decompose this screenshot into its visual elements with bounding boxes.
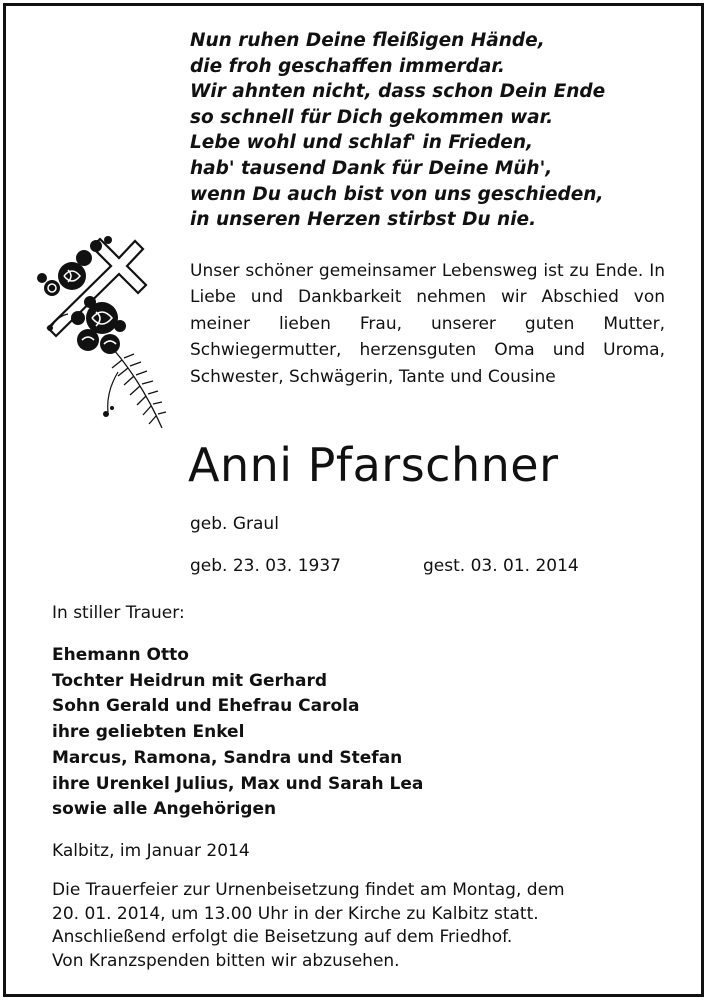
mourner-line: Marcus, Ramona, Sandra und Stefan (52, 747, 403, 768)
poem-line: so schnell für Dich gekommen war. (190, 106, 554, 128)
mourner-line: Sohn Gerald und Ehefrau Carola (52, 696, 360, 717)
death-date: gest. 03. 01. 2014 (423, 556, 579, 576)
mourner-line: ihre Urenkel Julius, Max und Sarah Lea (52, 773, 424, 794)
poem-line: hab' tausend Dank für Deine Müh', (190, 157, 553, 179)
funeral-line: 20. 01. 2014, um 13.00 Uhr in der Kirche zu Kalbitz statt. (52, 903, 539, 924)
mourner-line: ihre geliebten Enkel (52, 722, 245, 743)
maiden-name: geb. Graul (190, 514, 279, 534)
deceased-name: Anni Pfarschner (188, 438, 559, 492)
poem-line: Lebe wohl und schlaf' in Frieden, (190, 132, 534, 154)
mourners-list (52, 643, 423, 823)
poem-line: wenn Du auch bist von uns geschieden, (190, 183, 604, 205)
obituary-notice (3, 3, 704, 997)
poem-line: in unseren Herzen stirbst Du nie. (190, 209, 537, 231)
mourner-line: Ehemann Otto (52, 645, 189, 665)
mourner-line: Tochter Heidrun mit Gerhard (52, 670, 327, 691)
memorial-poem (190, 28, 605, 233)
poem-line: Wir ahnten nicht, dass schon Dein Ende (190, 81, 606, 103)
funeral-line: Von Kranzspenden bitten wir abzusehen. (52, 950, 400, 971)
place-date: Kalbitz, im Januar 2014 (52, 841, 250, 861)
funeral-info (52, 879, 664, 973)
funeral-line: Anschließend erfolgt die Beisetzung auf dem Friedhof. (52, 927, 513, 948)
mourner-line: sowie alle Angehörigen (52, 799, 277, 820)
cross-with-roses-icon (32, 218, 182, 432)
poem-line: die froh geschaffen immerdar. (190, 55, 505, 77)
funeral-line: Die Trauerfeier zur Urnenbeisetzung findet am Montag, dem (52, 880, 565, 900)
poem-line: Nun ruhen Deine fleißigen Hände, (190, 30, 545, 51)
intro-text: Unser schöner gemeinsamer Lebensweg ist zu Ende. In Liebe und Dankbarkeit nehmen wir Abschied von meiner lieben Frau, unserer guten Mutter, Schwiegermutter, herzensguten Oma und Uroma, Schwester, Schwägerin, Tante und Cousine (190, 261, 665, 387)
birth-date: geb. 23. 03. 1937 (190, 556, 341, 576)
mourning-label: In stiller Trauer: (52, 603, 185, 623)
